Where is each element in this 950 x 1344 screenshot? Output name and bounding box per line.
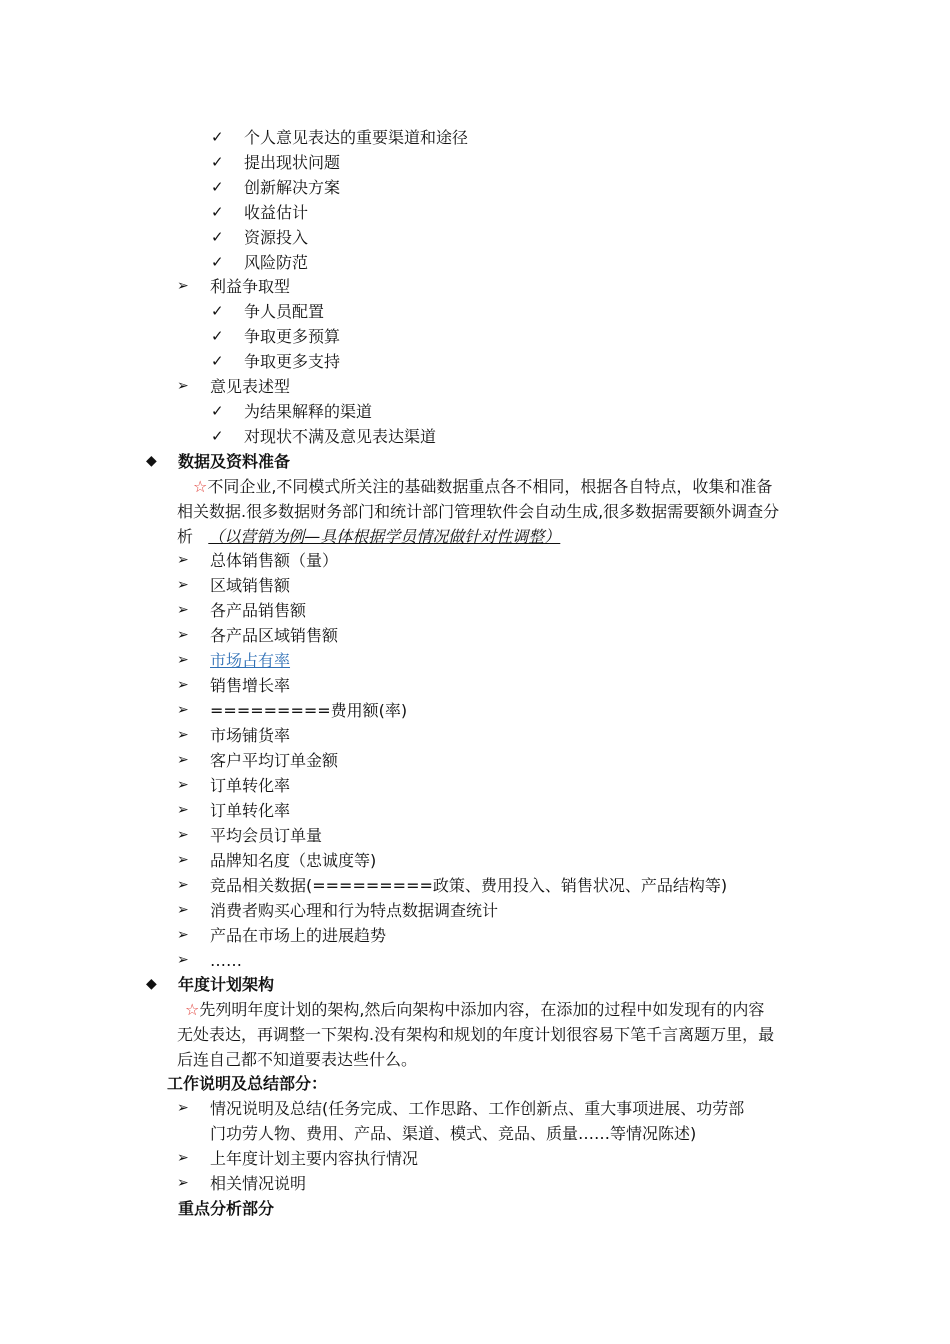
arrow-bullet-icon: ➢ [177,1175,189,1191]
check-icon: ✓ [211,302,224,320]
arrow-bullet-icon: ➢ [177,552,189,568]
arrow-bullet-icon: ➢ [177,777,189,793]
arrow-bullet-icon: ➢ [177,952,189,968]
data-prep-paragraph: ☆不同企业,不同模式所关注的基础数据重点各不相同，根据各自特点，收集和准备 相关数据.很多数据财务部门和统计部门管理软件会自动生成,很多数据需要额外调查分 析 （以营销为例—具体根据学员情况做针对性调整） [177,477,780,546]
check-icon: ✓ [211,427,224,445]
key-analysis-heading: 重点分析部分 [178,1199,275,1218]
arrow-bullet-icon: ➢ [177,278,189,294]
arrow-bullet-icon: ➢ [177,802,189,818]
check-icon: ✓ [211,153,224,171]
arrow-bullet-icon: ➢ [177,752,189,768]
arrow-bullet-icon: ➢ [177,827,189,843]
arrow-bullet-icon: ➢ [177,602,189,618]
arrow-bullet-icon: ➢ [177,852,189,868]
market-share-link[interactable]: 市场占有率 [210,651,291,670]
arrow-bullet-icon: ➢ [177,1150,189,1166]
check-icon: ✓ [211,253,224,271]
star-icon: ☆ [193,477,208,496]
check-icon: ✓ [211,178,224,196]
example-note: （以营销为例—具体根据学员情况做针对性调整） [208,527,561,546]
arrow-bullet-icon: ➢ [177,927,189,943]
arrow-bullet-icon: ➢ [177,1100,189,1116]
arrow-bullet-icon: ➢ [177,652,189,668]
document-page: ✓ 个人意见表达的重要渠道和途径 ✓ 提出现状问题 ✓ 创新解决方案 ✓ 收益估计 ✓ 资源投入 ✓ 风险防范 ➢ 利益争取型 ✓ 争人员配置 ✓ 争取更多预算 ✓ 争取更多支持 ➢ 意见表述型 ✓ 为结果解释的渠道 ✓ 对现状不满及意见表达渠道 ◆ 数据及资料准备 ☆不同企业,不同模式所关注的基础数据重点各不相同，根据各自特点，收集和准备 相关数据.很多数据财务部门和统计部门管理软件会自动生成,很多数据需要额外调查分 析 （以营销为例—具体根据学员情况做针对性调整） ➢ 总体销售额（量） ➢ 区域销售额 ➢ 各产品销售额 ➢ 各产品区域销售额 ➢ 市场占有率 ➢ 销售增长率 ➢ =========费用额(率) ➢ 市场铺货率 ➢ 客户平均订单金额 ➢ 订单转化率 ➢ 订单转化率 ➢ 平均会员订单量 ➢ 品牌知名度（忠诚度等) ➢ 竞品相关数据(=========政策、费用投入、销售状况、产品结构等) ➢ 消费者购买心理和行为特点数据调查统计 ➢ 产品在市场上的进展趋势 ➢ …… ◆ 年度计划架构 ☆先列明年度计划的架构,然后向架构中添加内容，在添加的过程中如发现有的内容 无处表达，再调整一下架构.没有架构和规划的年度计划很容易下笔千言离题万里，最 后连自己都不知道要表达些什么。 工作说明及总结部分： ➢ 情况说明及总结(任务完成、工作思路、工作创新点、重大事项进展、功劳部 门功劳人物、费用、产品、渠道、模式、竞品、质量……等情况陈述) ➢ 上年度计划主要内容执行情况 ➢ 相关情况说明 重点分析部分 [0,0,950,1344]
check-icon: ✓ [211,203,224,221]
check-icon: ✓ [211,128,224,146]
check-icon: ✓ [211,352,224,370]
check-icon: ✓ [211,327,224,345]
annual-plan-paragraph: ☆先列明年度计划的架构,然后向架构中添加内容，在添加的过程中如发现有的内容 无处表达，再调整一下架构.没有架构和规划的年度计划很容易下笔千言离题万里，最 后连自己都不知道要表达些什么。 [177,1000,775,1069]
check-icon: ✓ [211,228,224,246]
arrow-bullet-icon: ➢ [177,677,189,693]
arrow-bullet-icon: ➢ [177,902,189,918]
arrow-bullet-icon: ➢ [177,702,189,718]
star-icon: ☆ [185,1000,200,1019]
arrow-bullet-icon: ➢ [177,378,189,394]
diamond-bullet-icon: ◆ [146,976,157,992]
arrow-bullet-icon: ➢ [177,877,189,893]
diamond-bullet-icon: ◆ [146,453,157,469]
work-summary-heading: 工作说明及总结部分： [167,1074,328,1093]
arrow-bullet-icon: ➢ [177,627,189,643]
arrow-bullet-icon: ➢ [177,727,189,743]
arrow-bullet-icon: ➢ [177,577,189,593]
check-icon: ✓ [211,402,224,420]
